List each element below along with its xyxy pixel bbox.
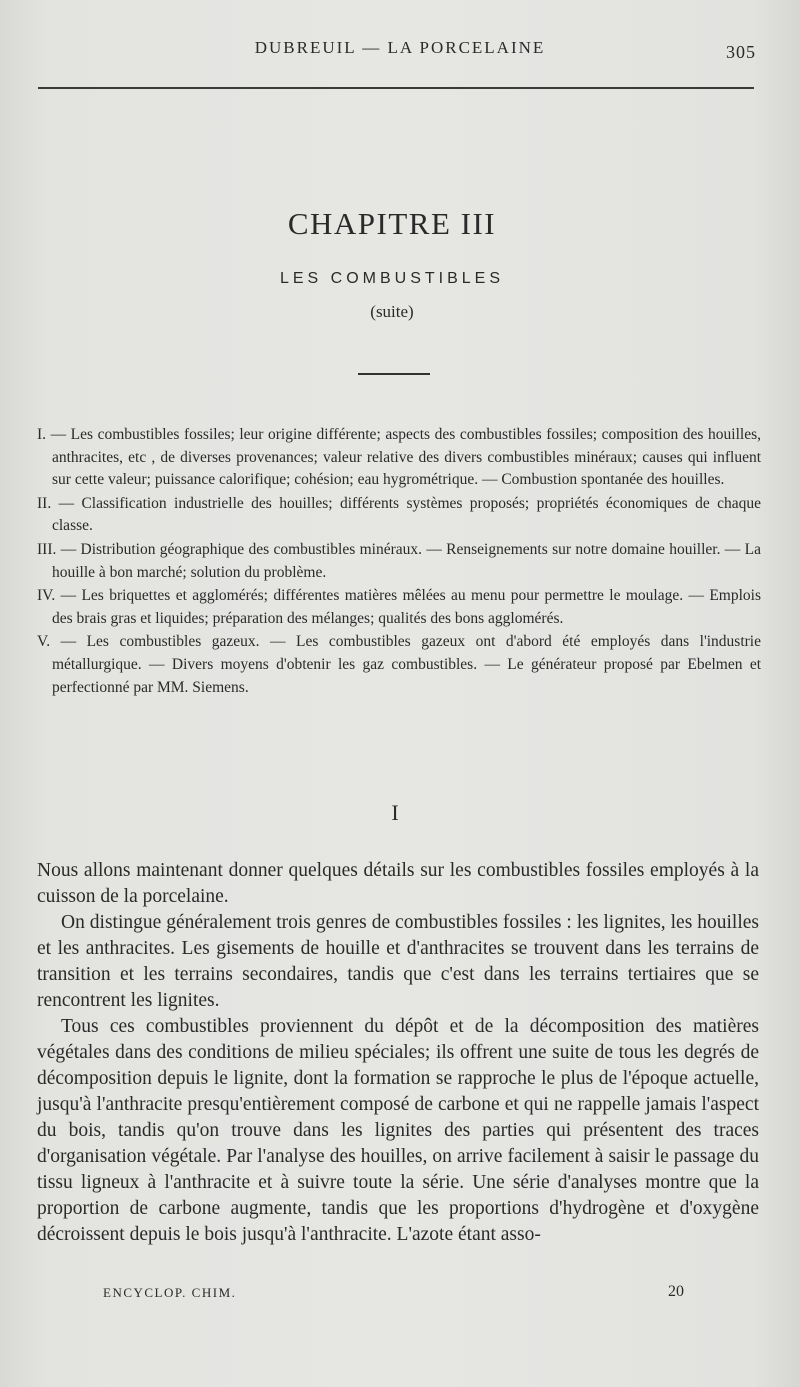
- body-text: [37, 858, 759, 1248]
- chapter-title: CHAPITRE III: [287, 206, 497, 241]
- chapter-subtitle: LES COMBUSTIBLES: [279, 270, 505, 287]
- summary-item: I. — Les combustibles fossiles; leur origine différente; aspects des combustibles fossiles; composition des houilles, anthracites, etc , de diverses provenances; valeur relative des divers combustibles minéraux; causes qui influent sur cette valeur; puissance calorifique; cohésion; eau hygrométrique. — Combustion spontanée des houilles.: [37, 426, 761, 489]
- chapter-divider: [358, 373, 430, 375]
- chapter-note: (suite): [370, 302, 414, 321]
- page-footer: [0, 1283, 800, 1305]
- body-paragraph: Nous allons maintenant donner quelques détails sur les combustibles fossiles employés à la cuisson de la porcelaine.: [37, 860, 759, 907]
- running-title: DUBREUIL — LA PORCELAINE: [254, 38, 546, 57]
- page-number: 305: [726, 42, 756, 62]
- section-numeral: I: [391, 800, 399, 825]
- sheet-number: 20: [668, 1283, 684, 1300]
- summary-item: V. — Les combustibles gazeux. — Les combustibles gazeux ont d'abord été employés dans l'industrie métallurgique. — Divers moyens d'obtenir les gaz combustibles. — Le générateur proposé par Ebelmen et perfectionné par MM. Siemens.: [37, 633, 761, 696]
- summary-item: IV. — Les briquettes et agglomérés; différentes matières mêlées au menu pour permettre le moulage. — Emplois des brais gras et liquides; préparation des mélanges; qualités des bons agglomérés.: [37, 587, 761, 627]
- chapter-summary: [37, 424, 761, 700]
- header-rule: [38, 87, 754, 89]
- body-paragraph: On distingue généralement trois genres de combustibles fossiles : les lignites, les houilles et les anthracites. Les gisements de houille et d'anthracites se trouvent dans les terrains de transition et les terrains secondaires, tandis que c'est dans les terrains tertiaires que se rencontrent les lignites.: [37, 912, 759, 1011]
- footer-signature: ENCYCLOP. CHIM.: [103, 1285, 237, 1300]
- summary-item: III. — Distribution géographique des combustibles minéraux. — Renseignements sur notre domaine houiller. — La houille à bon marché; solution du problème.: [37, 540, 761, 581]
- summary-item: II. — Classification industrielle des houilles; différents systèmes proposés; propriétés économiques de chaque classe.: [37, 494, 761, 535]
- body-paragraph: Tous ces combustibles proviennent du dépôt et de la décomposition des matières végétales dans des conditions de milieu spéciales; ils offrent une suite de tous les degrés de décomposition depuis le lignite, dont la formation se rapproche le plus de l'époque actuelle, jusqu'à l'anthracite presqu'entièrement composé de carbone et qui ne rappelle jamais l'aspect du bois, tandis qu'on trouve dans les lignites des parties qui présentent des traces d'organisation végétale. Par l'analyse des houilles, on arrive facilement à saisir le passage du tissu ligneux à l'anthracite et à suivre toute la série. Une série d'analyses montre que la proportion de carbone augmente, tandis que les proportions d'hydrogène et d'oxygène décroissent depuis le bois jusqu'à l'anthracite. L'azote étant asso-: [37, 1016, 759, 1245]
- running-header: [0, 38, 800, 62]
